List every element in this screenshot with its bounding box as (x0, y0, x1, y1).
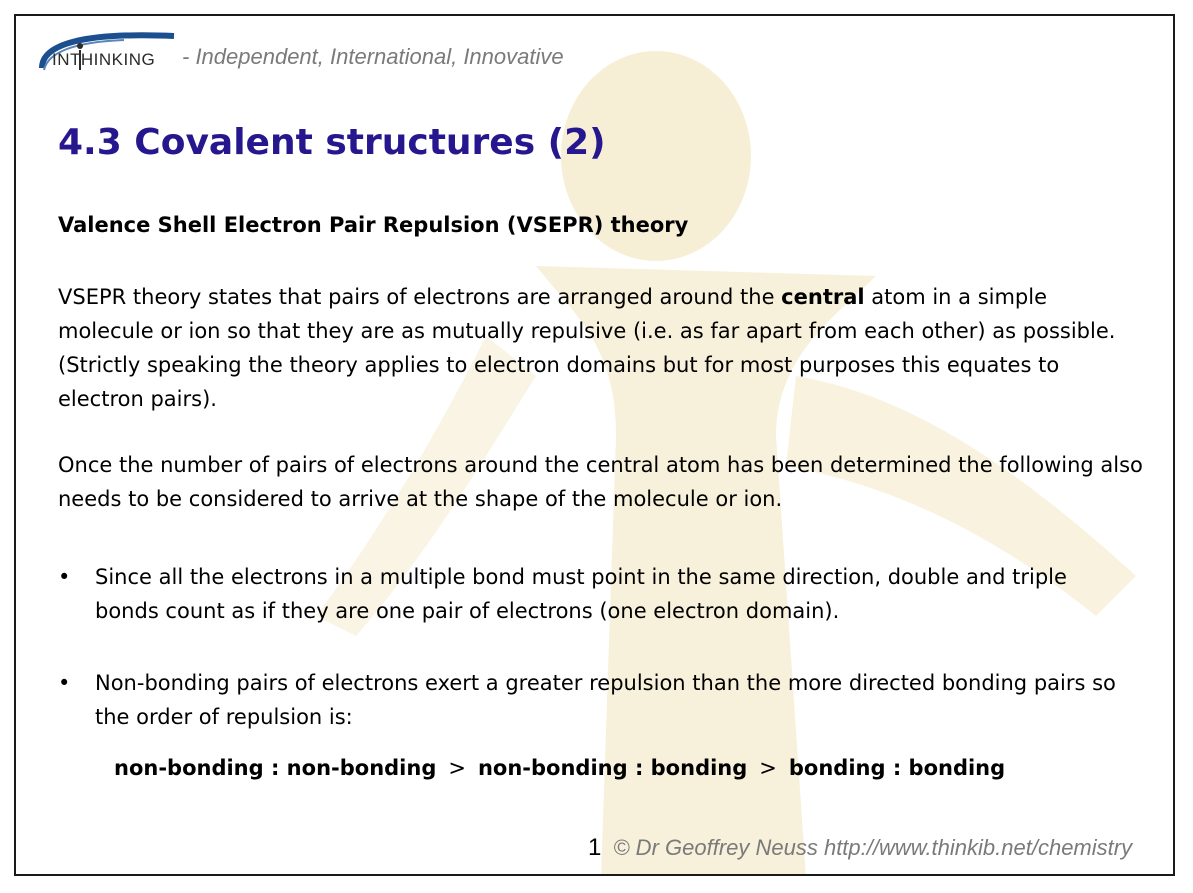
logo-wordmark: INTHINKING (52, 50, 156, 69)
paragraph-vsepr-definition (58, 280, 1148, 416)
order-nonbonding-nonbonding: non-bonding : non-bonding (114, 756, 437, 780)
slide-footer (588, 834, 1132, 862)
para1-text-after: atom in a simple molecule or ion so that they are as mutually repulsive (i.e. as far apart from each other) as possible. (Strictly speaking the theory applies to electron domains but for most purposes this equates to electron pairs). (58, 285, 1116, 411)
page-number: 1 (588, 834, 602, 861)
bullet-dot: • (58, 565, 71, 589)
bullet-dot: • (58, 671, 71, 695)
para1-bold-central: central (781, 285, 865, 309)
slide-title: 4.3 Covalent structures (2) (58, 122, 606, 163)
para1-text-before: VSEPR theory states that pairs of electrons are arranged around the (58, 285, 782, 309)
bullet-text: Non-bonding pairs of electrons exert a greater repulsion than the more directed bonding pairs so the order of repulsion is: (95, 671, 1116, 729)
tagline: - Independent, International, Innovative (182, 44, 564, 69)
paragraph-considerations: Once the number of pairs of electrons around the central atom has been determined the following also needs to be considered to arrive at the shape of the molecule or ion. (58, 453, 1143, 511)
repulsion-order (114, 756, 1005, 780)
greater-than-symbol: > (759, 756, 777, 780)
order-bonding-bonding: bonding : bonding (788, 756, 1006, 780)
order-nonbonding-bonding: non-bonding : bonding (477, 756, 748, 780)
section-subtitle: Valence Shell Electron Pair Repulsion (VSEPR) theory (58, 213, 689, 237)
slide (14, 14, 1175, 876)
copyright-credit: © Dr Geoffrey Neuss http://www.thinkib.net/chemistry (613, 835, 1133, 860)
bullet-text: Since all the electrons in a multiple bond must point in the same direction, double and triple bonds count as if they are one pair of electrons (one electron domain). (95, 565, 1067, 623)
greater-than-symbol: > (448, 756, 466, 780)
